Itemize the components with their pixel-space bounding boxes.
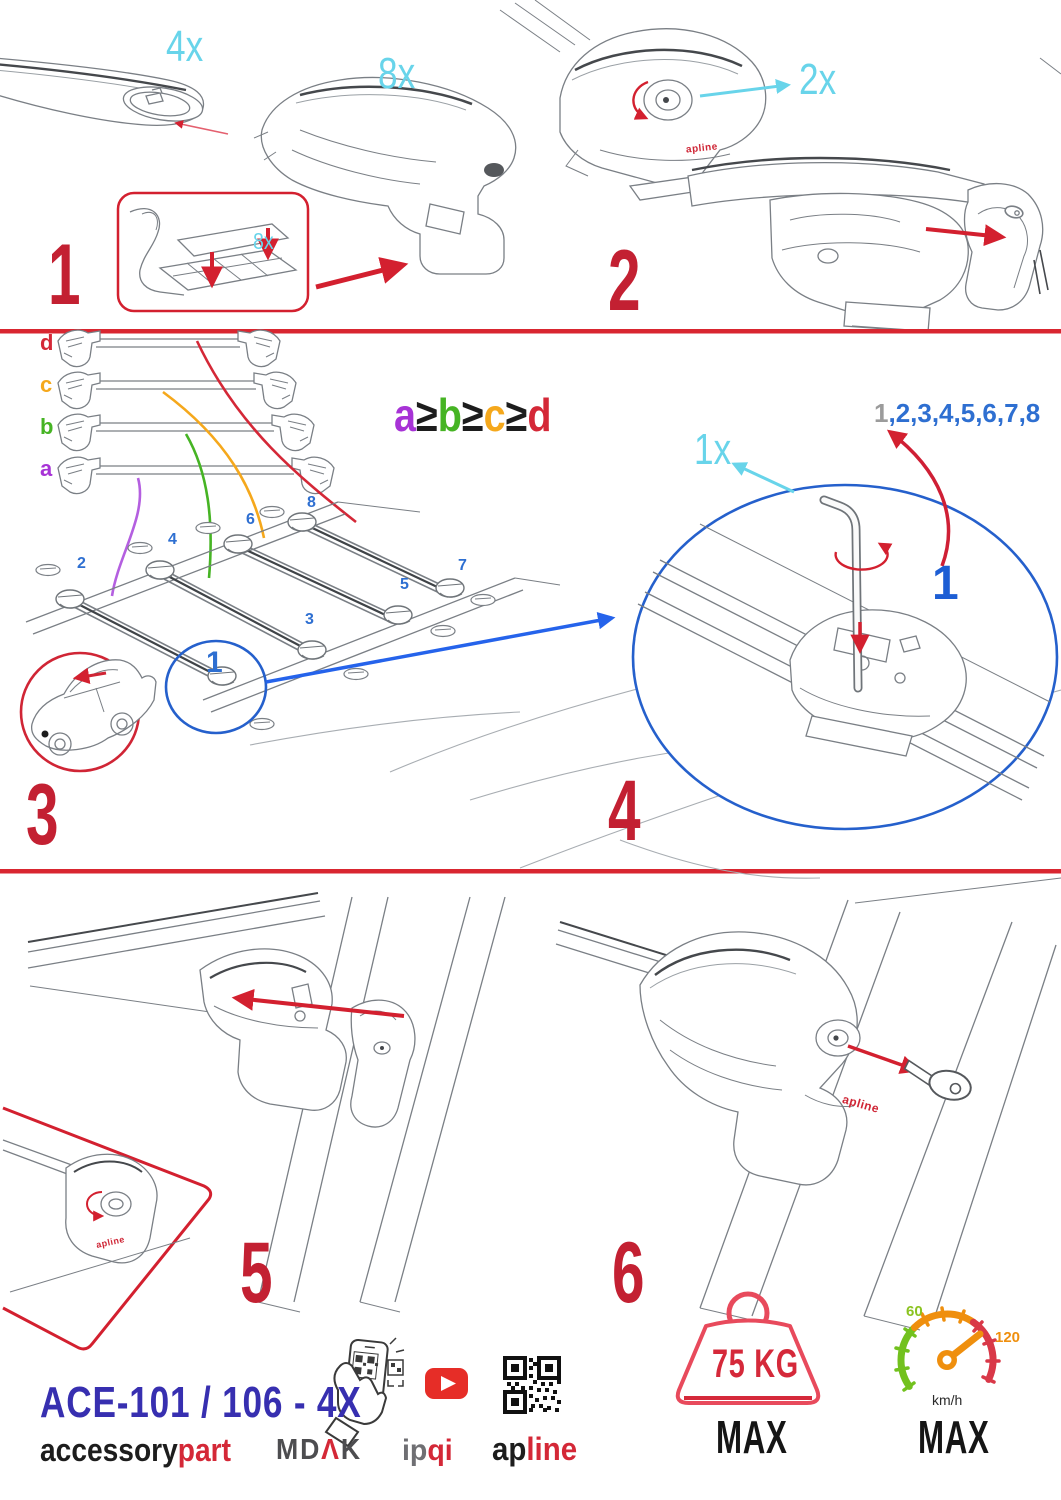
tool-quantity-label: 1x bbox=[694, 425, 732, 474]
speed-unit-label: km/h bbox=[932, 1392, 963, 1408]
tighten-sequence bbox=[874, 400, 1040, 426]
speedometer-icon bbox=[896, 1308, 999, 1390]
speed-low-label: 60 bbox=[906, 1303, 923, 1320]
key-illustration bbox=[900, 1060, 974, 1104]
speed-high-label: 120 bbox=[995, 1329, 1021, 1346]
roof-position-6: 6 bbox=[246, 511, 255, 528]
step2-art bbox=[500, 0, 1061, 332]
rule-a: a bbox=[394, 389, 417, 441]
foot-quantity-label: 8x bbox=[378, 49, 416, 98]
lock-quantity-label: 2x bbox=[799, 55, 837, 104]
brand-apline bbox=[492, 1433, 577, 1465]
weight-max-label: MAX bbox=[716, 1411, 788, 1463]
bar-label-a: a bbox=[40, 456, 53, 481]
brand-mdak bbox=[276, 1436, 362, 1465]
sequence-first: 1 bbox=[874, 398, 889, 428]
pad-quantity-label: 8x bbox=[253, 228, 274, 254]
bar-end-and-cover-illustration bbox=[688, 158, 1048, 332]
brand-accessorypart bbox=[40, 1434, 231, 1466]
rule-ge-icon: ≥ bbox=[416, 389, 438, 441]
rule-b: b bbox=[437, 389, 462, 441]
speed-max-label: MAX bbox=[918, 1411, 990, 1463]
foot-brand-step5: apline bbox=[95, 1234, 126, 1250]
bar-b bbox=[58, 414, 314, 450]
brand-part: part bbox=[177, 1432, 231, 1468]
divider-top bbox=[0, 329, 1061, 334]
step4-number: 4 bbox=[608, 763, 640, 859]
roof-position-1: 1 bbox=[206, 646, 223, 679]
bar-label-b: b bbox=[40, 414, 54, 439]
step2-number: 2 bbox=[608, 233, 640, 329]
roof-position-3: 3 bbox=[305, 611, 314, 628]
mdak-a: Λ bbox=[321, 1434, 341, 1466]
qr-code-icon bbox=[503, 1356, 561, 1414]
rule-ge-icon: ≥ bbox=[461, 389, 484, 441]
ipqi-qi: qi bbox=[427, 1434, 453, 1467]
step5-number: 5 bbox=[240, 1225, 272, 1321]
step6-number: 6 bbox=[612, 1225, 644, 1321]
tool-qty-arrow bbox=[734, 464, 794, 492]
rule-c: c bbox=[483, 389, 506, 441]
roof-position-2: 2 bbox=[77, 555, 86, 572]
bar-quantity-label: 4x bbox=[166, 22, 204, 71]
foot-open bbox=[200, 949, 346, 1110]
step1-number: 1 bbox=[48, 227, 80, 323]
rule-ge-icon: ≥ bbox=[505, 389, 528, 441]
bar-d bbox=[58, 330, 280, 366]
roof-position-5: 5 bbox=[400, 576, 409, 593]
step4-art bbox=[633, 432, 1057, 829]
divider-bottom bbox=[0, 869, 1061, 874]
foot-brand-step2: apline bbox=[685, 141, 719, 156]
apline-line: line bbox=[526, 1431, 578, 1467]
apline-ap: ap bbox=[492, 1431, 527, 1467]
weight-limit-value: 75 KG bbox=[712, 1342, 799, 1386]
mdak-k: K bbox=[340, 1434, 362, 1466]
ipqi-ip: ip bbox=[402, 1434, 428, 1467]
foot-locked bbox=[640, 932, 860, 1185]
model-number: ACE-101 / 106 - 4X bbox=[40, 1378, 362, 1427]
step3-number: 3 bbox=[26, 767, 58, 863]
bar-label-c: c bbox=[40, 372, 53, 397]
brand-ipqi bbox=[402, 1436, 453, 1466]
roof-position-8: 8 bbox=[307, 494, 316, 511]
curve-a-purple bbox=[112, 478, 140, 596]
roof-position-4: 4 bbox=[168, 531, 177, 548]
car-inset bbox=[21, 653, 156, 771]
mdak-md: MD bbox=[276, 1434, 322, 1466]
foot-brand-step6: apline bbox=[840, 1092, 881, 1116]
sequence-rest: ,2,3,4,5,6,7,8 bbox=[888, 398, 1041, 428]
bar-label-d: d bbox=[40, 330, 54, 355]
size-rule bbox=[394, 389, 577, 441]
inset-panel bbox=[3, 1108, 211, 1349]
tighten-order-callout: 1 bbox=[932, 557, 959, 610]
rule-d: d bbox=[527, 389, 552, 441]
brand-accessory: accessory bbox=[40, 1432, 178, 1468]
cover-piece bbox=[351, 1000, 415, 1127]
bar-a bbox=[58, 457, 334, 493]
roof-position-7: 7 bbox=[458, 557, 467, 574]
